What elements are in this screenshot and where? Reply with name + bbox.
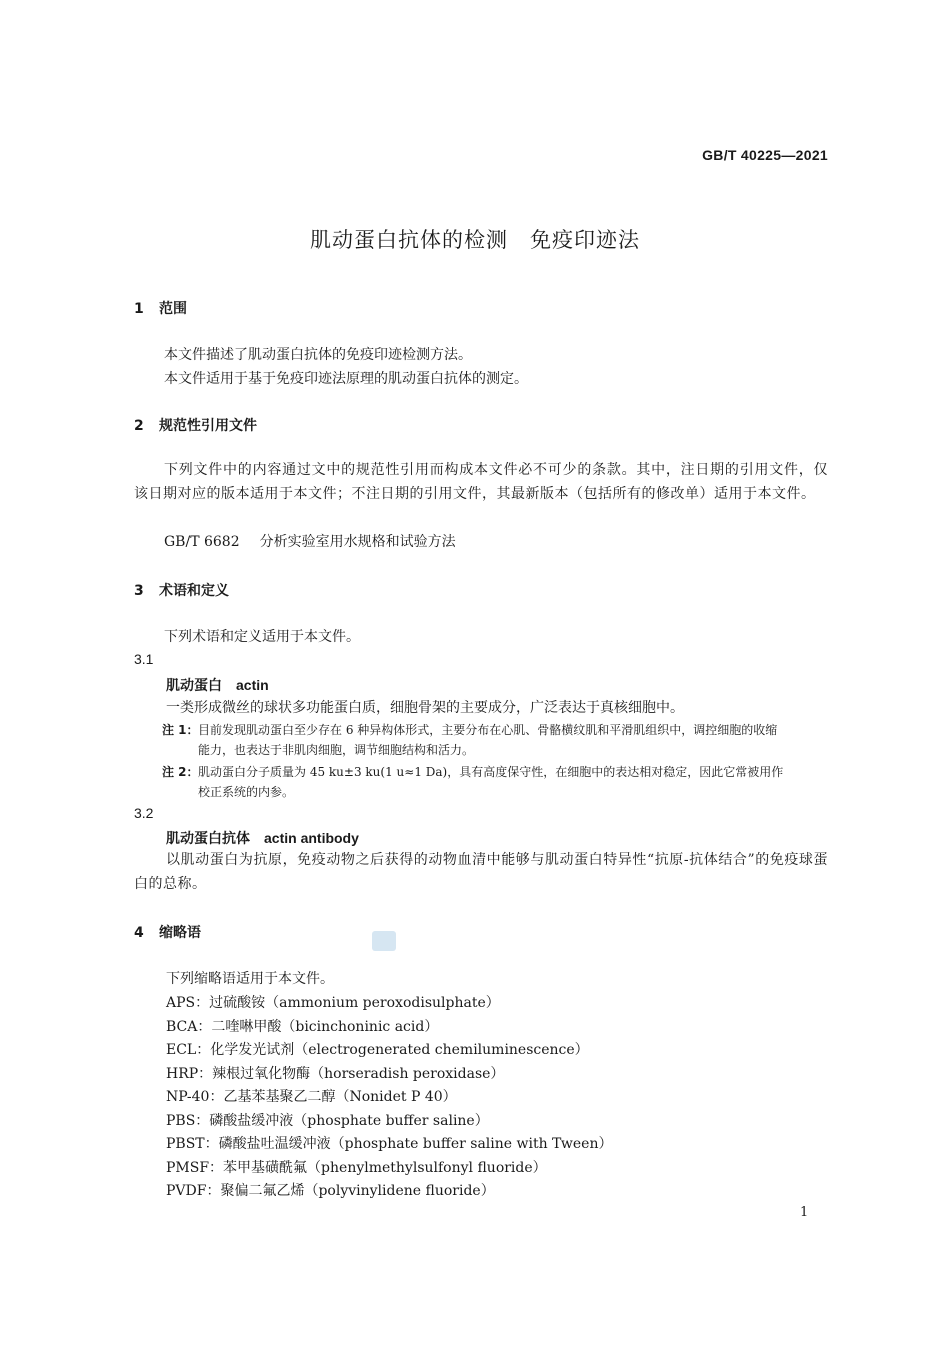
section-number: 3 bbox=[134, 583, 144, 599]
note-label: 注 2： bbox=[162, 765, 199, 779]
scope-line-2: 本文件适用于基于免疫印迹法原理的肌动蛋白抗体的测定。 bbox=[164, 371, 528, 387]
references-intro: 下列文件中的内容通过文中的规范性引用而构成本文件必不可少的条款。其中，注日期的引用文件，仅该日期对应的版本适用于本文件；不注日期的引用文件，其最新版本（包括所有的修改单）适用于本文件。 bbox=[134, 462, 828, 502]
abbreviation-item: PMSF：苯甲基磺酰氟（phenylmethylsulfonyl fluoride） bbox=[166, 1160, 547, 1176]
abbreviation-item: PBST：磷酸盐吐温缓冲液（phosphate buffer saline with Tween） bbox=[166, 1136, 613, 1152]
document-code: GB/T 40225—2021 bbox=[702, 147, 828, 163]
term-en: actin bbox=[236, 677, 269, 693]
section-number: 2 bbox=[134, 418, 144, 434]
section-title: 术语和定义 bbox=[159, 583, 229, 599]
term-zh: 肌动蛋白抗体 bbox=[166, 831, 250, 847]
section-heading-scope bbox=[134, 298, 187, 318]
term-number: 3.1 bbox=[134, 651, 154, 667]
section-title: 范围 bbox=[159, 301, 187, 317]
term-definition: 以肌动蛋白为抗原，免疫动物之后获得的动物血清中能够与肌动蛋白特异性“抗原-抗体结合”的免疫球蛋白的总称。 bbox=[134, 852, 828, 892]
section-heading-abbreviations bbox=[134, 922, 201, 942]
document-title: 肌动蛋白抗体的检测 免疫印迹法 bbox=[310, 228, 640, 252]
page-number: 1 bbox=[800, 1205, 809, 1220]
terms-intro: 下列术语和定义适用于本文件。 bbox=[164, 629, 360, 645]
reference-code: GB/T 6682 bbox=[164, 534, 240, 550]
term-en: actin antibody bbox=[264, 830, 359, 846]
section-number: 1 bbox=[134, 301, 144, 317]
note-text: 肌动蛋白分子质量为 45 ku±3 ku(1 u≈1 Da)，具有高度保守性，在细胞中的表达相对稳定，因此它常被用作 bbox=[198, 765, 784, 779]
abbreviation-item: BCA：二喹啉甲酸（bicinchoninic acid） bbox=[166, 1019, 439, 1035]
abbreviation-item: NP-40：乙基苯基聚乙二醇（Nonidet P 40） bbox=[166, 1089, 457, 1105]
term-definition: 一类形成微丝的球状多功能蛋白质，细胞骨架的主要成分，广泛表达于真核细胞中。 bbox=[166, 700, 684, 716]
scope-line-1: 本文件描述了肌动蛋白抗体的免疫印迹检测方法。 bbox=[164, 347, 472, 363]
term-entry bbox=[166, 828, 359, 848]
note-text: 能力，也表达于非肌肉细胞，调节细胞结构和活力。 bbox=[198, 743, 475, 757]
section-title: 规范性引用文件 bbox=[159, 418, 257, 434]
watermark-logo bbox=[372, 931, 396, 951]
note-text: 目前发现肌动蛋白至少存在 6 种异构体形式，主要分布在心肌、骨骼横纹肌和平滑肌组织中，调控细胞的收缩 bbox=[198, 723, 778, 737]
section-heading-references bbox=[134, 415, 257, 435]
section-number: 4 bbox=[134, 925, 144, 941]
note-label: 注 1： bbox=[162, 723, 199, 737]
abbreviations-intro: 下列缩略语适用于本文件。 bbox=[166, 971, 334, 987]
abbreviation-item: APS：过硫酸铵（ammonium peroxodisulphate） bbox=[166, 995, 500, 1011]
term-zh: 肌动蛋白 bbox=[166, 678, 222, 694]
abbreviation-item: PVDF：聚偏二氟乙烯（polyvinylidene fluoride） bbox=[166, 1183, 495, 1199]
term-number: 3.2 bbox=[134, 805, 154, 821]
abbreviation-item: PBS：磷酸盐缓冲液（phosphate buffer saline） bbox=[166, 1113, 489, 1129]
note-text: 校正系统的内参。 bbox=[198, 785, 295, 799]
section-title: 缩略语 bbox=[159, 925, 201, 941]
reference-item bbox=[164, 531, 456, 551]
abbreviation-item: ECL：化学发光试剂（electrogenerated chemiluminescence） bbox=[166, 1042, 589, 1058]
abbreviation-item: HRP：辣根过氧化物酶（horseradish peroxidase） bbox=[166, 1066, 505, 1082]
term-entry bbox=[166, 675, 269, 695]
section-heading-terms bbox=[134, 580, 229, 600]
reference-title: 分析实验室用水规格和试验方法 bbox=[259, 534, 456, 550]
